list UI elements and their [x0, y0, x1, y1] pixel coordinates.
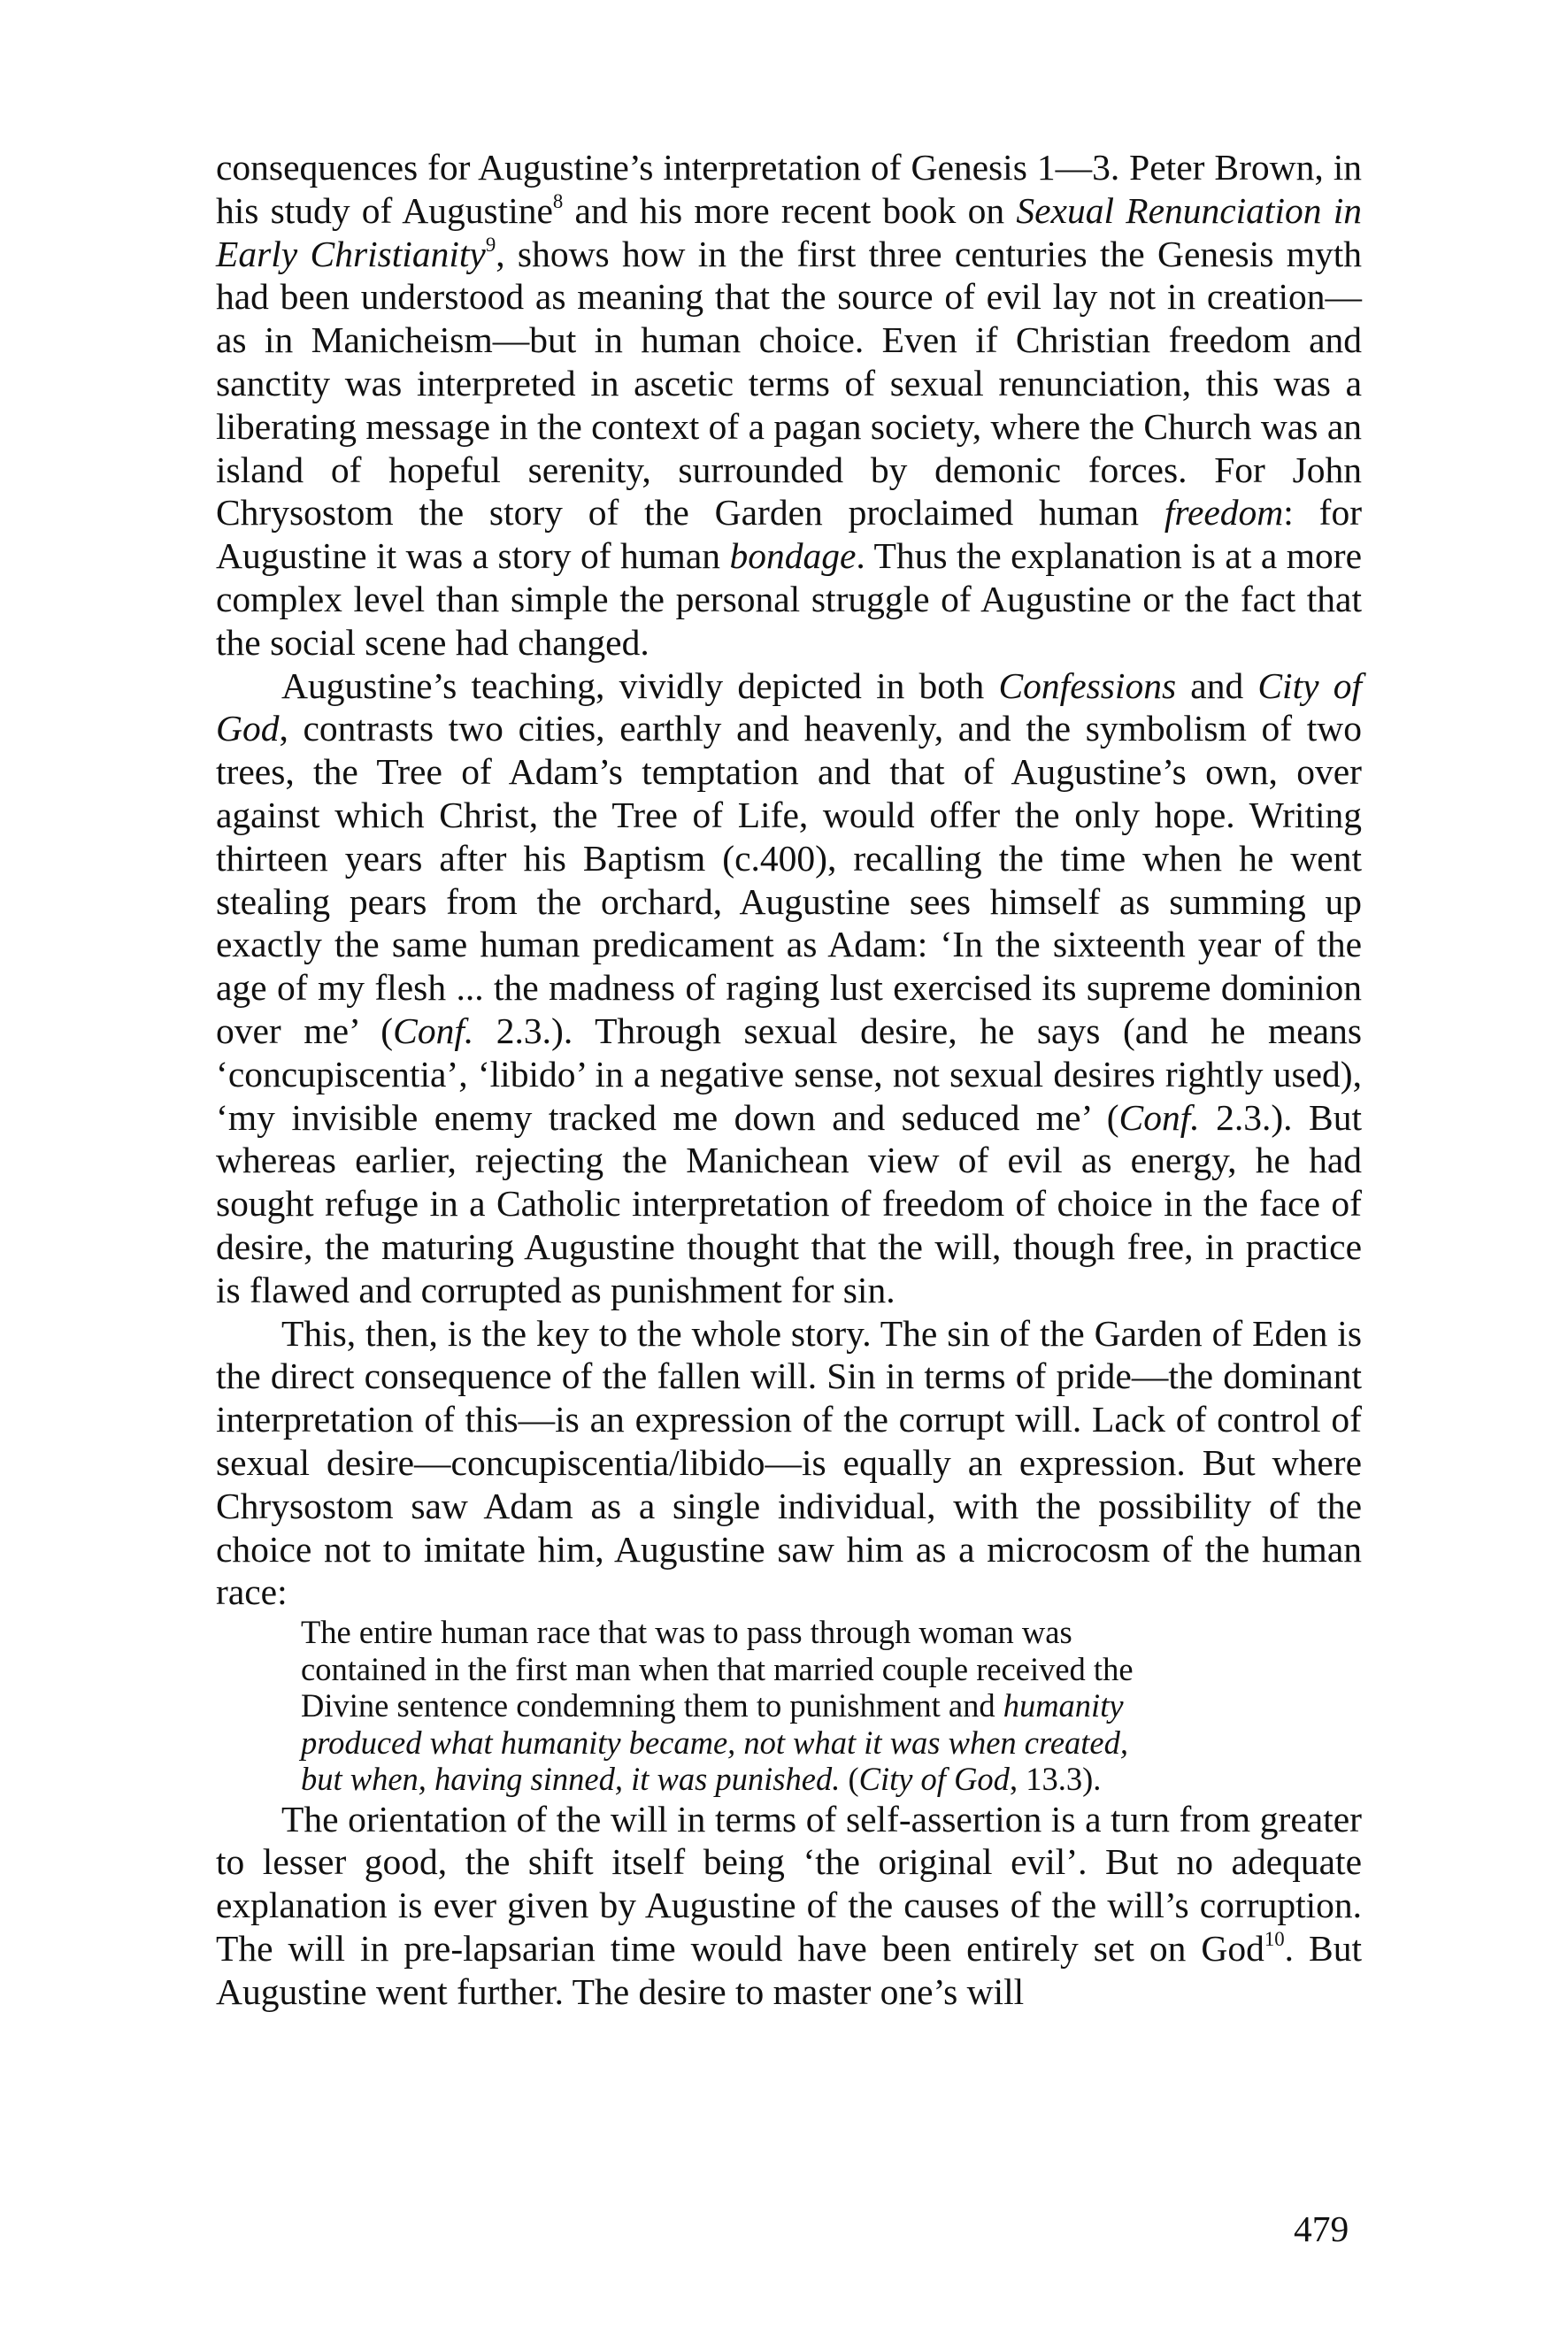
- footnote-ref-9: 9: [485, 233, 496, 256]
- quote-line-5: [301, 1761, 1301, 1798]
- paragraph-1-text-5: . Thus the explanation is at a more complex level than simple the personal struggle of Augustine or the fact that the social scene had changed.: [216, 535, 1362, 663]
- quote-line-1: The entire human race that was to pass through woman was: [301, 1614, 1072, 1651]
- block-quote: [301, 1614, 1301, 1798]
- paragraph-4: [216, 1798, 1362, 2014]
- citation-conf-2: Conf.: [1118, 1096, 1200, 1138]
- quote-line-4: produced what humanity became, not what it was when created,: [301, 1724, 1129, 1761]
- page-body: [216, 146, 1362, 2014]
- emphasis-bondage: bondage: [729, 535, 857, 577]
- paragraph-1-text-3: , shows how in the first three centuries the Genesis myth had been understood as meaning that the source of evil lay not in creation—as in Manicheism—but in human choice. Even if Christian freedom and sanctity was interpreted in ascetic terms of sexual renunciation, this was a liberating message in the context of a pagan society, where the Church was an island of hopeful serenity, surrounded by demonic forces. For John Chrysostom the story of the Garden proclaimed human: [216, 233, 1363, 534]
- book-title-confessions: Confessions: [998, 664, 1177, 706]
- paragraph-2-text-1: Augustine’s teaching, vividly depicted in both: [281, 664, 999, 706]
- quote-line-3: [301, 1687, 1301, 1724]
- footnote-ref-10: 10: [1264, 1927, 1285, 1950]
- citation-conf-1: Conf.: [393, 1010, 474, 1051]
- paragraph-1: [216, 146, 1362, 664]
- book-title-sexual-renunciation: Sexual Renunciation in Early Christianity: [216, 189, 1362, 274]
- paragraph-2: [216, 664, 1362, 1312]
- paragraph-2-text-3: , contrasts two cities, earthly and heavenly, and the symbolism of two trees, the Tree of Adam’s temptation and that of Augustine’s own, over against which Christ, the Tree of Life, would offer the only hope. Writing thirteen years after his Baptism (c.400), recalling the time when he went stealing pears from the orchard, Augustine sees himself as summing up exactly the same human predicament as Adam: ‘In the sixteenth year of the age of my flesh ... the madness of raging lust exercised its supreme dominion over me’ (: [216, 708, 1362, 1051]
- quote-line-5-close: , 13.3).: [1009, 1761, 1102, 1798]
- paragraph-3-text-1: This, then, is the key to the whole story. The sin of the Garden of Eden is the direct consequence of the fallen will. Sin in terms of pride—the dominant interpretation of this—is an expression of the corrupt will. Lack of control of sexual desire—concupiscentia/libido—is equally an expression. But where Chrysostom saw Adam as a single individual, with the possibility of the choice not to imitate him, Augustine saw him as a microcosm of the human race:: [216, 1312, 1362, 1613]
- quote-line-3-text: Divine sentence condemning them to punishment and: [301, 1687, 1003, 1724]
- paragraph-4-text-2: . But Augustine went further. The desire to master one’s will: [216, 1927, 1362, 2012]
- paragraph-1-text-4: : for Augustine it was a story of human: [216, 492, 1363, 577]
- page-number: 479: [1294, 2208, 1349, 2249]
- footnote-ref-8: 8: [552, 189, 564, 212]
- paragraph-2-text-5: 2.3.). But whereas earlier, rejecting the Manichean view of evil as energy, he had sought refuge in a Catholic interpretation of freedom of choice in the face of desire, the maturing Augustine thought that the will, though free, in practice is flawed and corrupted as punishment for sin.: [216, 1096, 1362, 1310]
- quote-line-2: contained in the first man when that married couple received the: [301, 1650, 1134, 1687]
- paragraph-1-text-1: consequences for Augustine’s interpretation of Genesis 1—3. Peter Brown, in his study of Augustine: [216, 147, 1362, 231]
- book-title-city-of-god: City of God: [216, 664, 1362, 749]
- paragraph-4-text-1: The orientation of the will in terms of self-assertion is a turn from greater to lesser good, the shift itself being ‘the original evil’. But no adequate explanation is ever given by Augustine of the causes of the will’s corruption. The will in pre-lapsarian time would have been entirely set on God: [216, 1798, 1362, 1969]
- quote-emphasis-humanity: humanity: [1003, 1687, 1124, 1724]
- paragraph-3: [216, 1312, 1362, 1615]
- paragraph-1-text-2: and his more recent book on: [563, 189, 1017, 231]
- emphasis-freedom: freedom: [1164, 492, 1284, 534]
- quote-line-5-open: (: [840, 1761, 859, 1798]
- paragraph-2-text-2: and: [1176, 664, 1258, 706]
- quote-line-5-emphasis: but when, having sinned, it was punished.: [301, 1761, 841, 1798]
- paragraph-2-text-4: 2.3.). Through sexual desire, he says (and he means ‘concupiscentia’, ‘libido’ in a negative sense, not sexual desires rightly used), ‘my invisible enemy tracked me down and seduced me’ (: [216, 1010, 1363, 1138]
- quote-citation-city-of-god: City of God: [858, 1761, 1010, 1798]
